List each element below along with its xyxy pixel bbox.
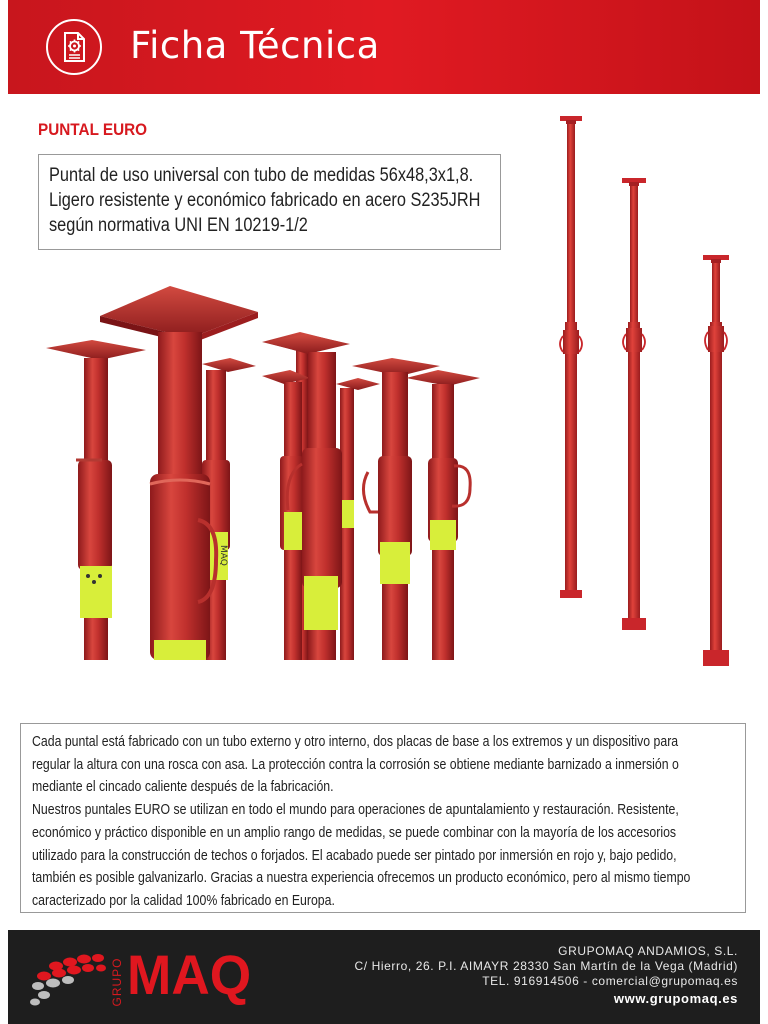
page-title: Ficha Técnica [130,24,380,67]
product-title: PUNTAL EURO [38,120,148,139]
company-info [354,944,738,1008]
description-line: caracterizado por la calidad 100% fabricado en Europa. [32,891,335,909]
description-line: utilizado para la construcción de techos o forjados. El acabado puede ser pintado por inmersión en rojo y, bajo pedido, [32,846,677,864]
intro-line: Ligero resistente y económico fabricado en acero S235JRH [49,190,481,211]
props-illustration [545,110,745,680]
intro-line: según normativa UNI EN 10219-1/2 [49,215,308,236]
logo-grupo-text [108,956,126,1012]
description-line: económico y práctico disponible en un amplio rango de medidas, se puede combinar con la mayoría de los accesorios [32,823,677,841]
company-address: C/ Hierro, 26. P.I. AIMAYR 28330 San Martín de la Vega (Madrid) [354,959,738,973]
description-line: regular la altura con una rosca con asa. La protección contra la corrosión se obtiene mediante barnizado a inmersión o [32,755,679,773]
prop-short [703,255,729,666]
logo-maq-text: MAQ [127,943,252,1006]
intro-line: Puntal de uso universal con tubo de medidas 56x48,3x1,8. [49,165,474,186]
footer [8,930,760,1024]
company-contact: TEL. 916914506 - comercial@grupomaq.es [482,974,738,988]
document-gear-icon [46,19,102,75]
header-banner [8,0,760,94]
description-line: también es posible galvanizarlo. Gracias a nuestra experiencia ofrecemos un producto económico, pero al mismo tiempo [32,869,691,887]
prop-medium [622,178,646,630]
label-text: MAQ [218,545,228,566]
product-intro-box [38,154,501,250]
description-line: Cada puntal está fabricado con un tubo externo y otro interno, dos placas de base a los extremos y un dispositivo para [32,733,679,750]
logo-grupo-label: GRUPO [110,957,124,1007]
props-photo [40,280,485,660]
prop-tall [560,116,582,598]
description-line: Nuestros puntales EURO se utilizan en todo el mundo para operaciones de apuntalamiento y restauración. Resistente, [32,801,679,819]
description-box [20,723,746,913]
company-name: GRUPOMAQ ANDAMIOS, S.L. [558,944,738,958]
company-website[interactable]: www.grupomaq.es [613,991,738,1006]
description-line: mediante el cincado caliente después de la fabricación. [32,778,334,796]
